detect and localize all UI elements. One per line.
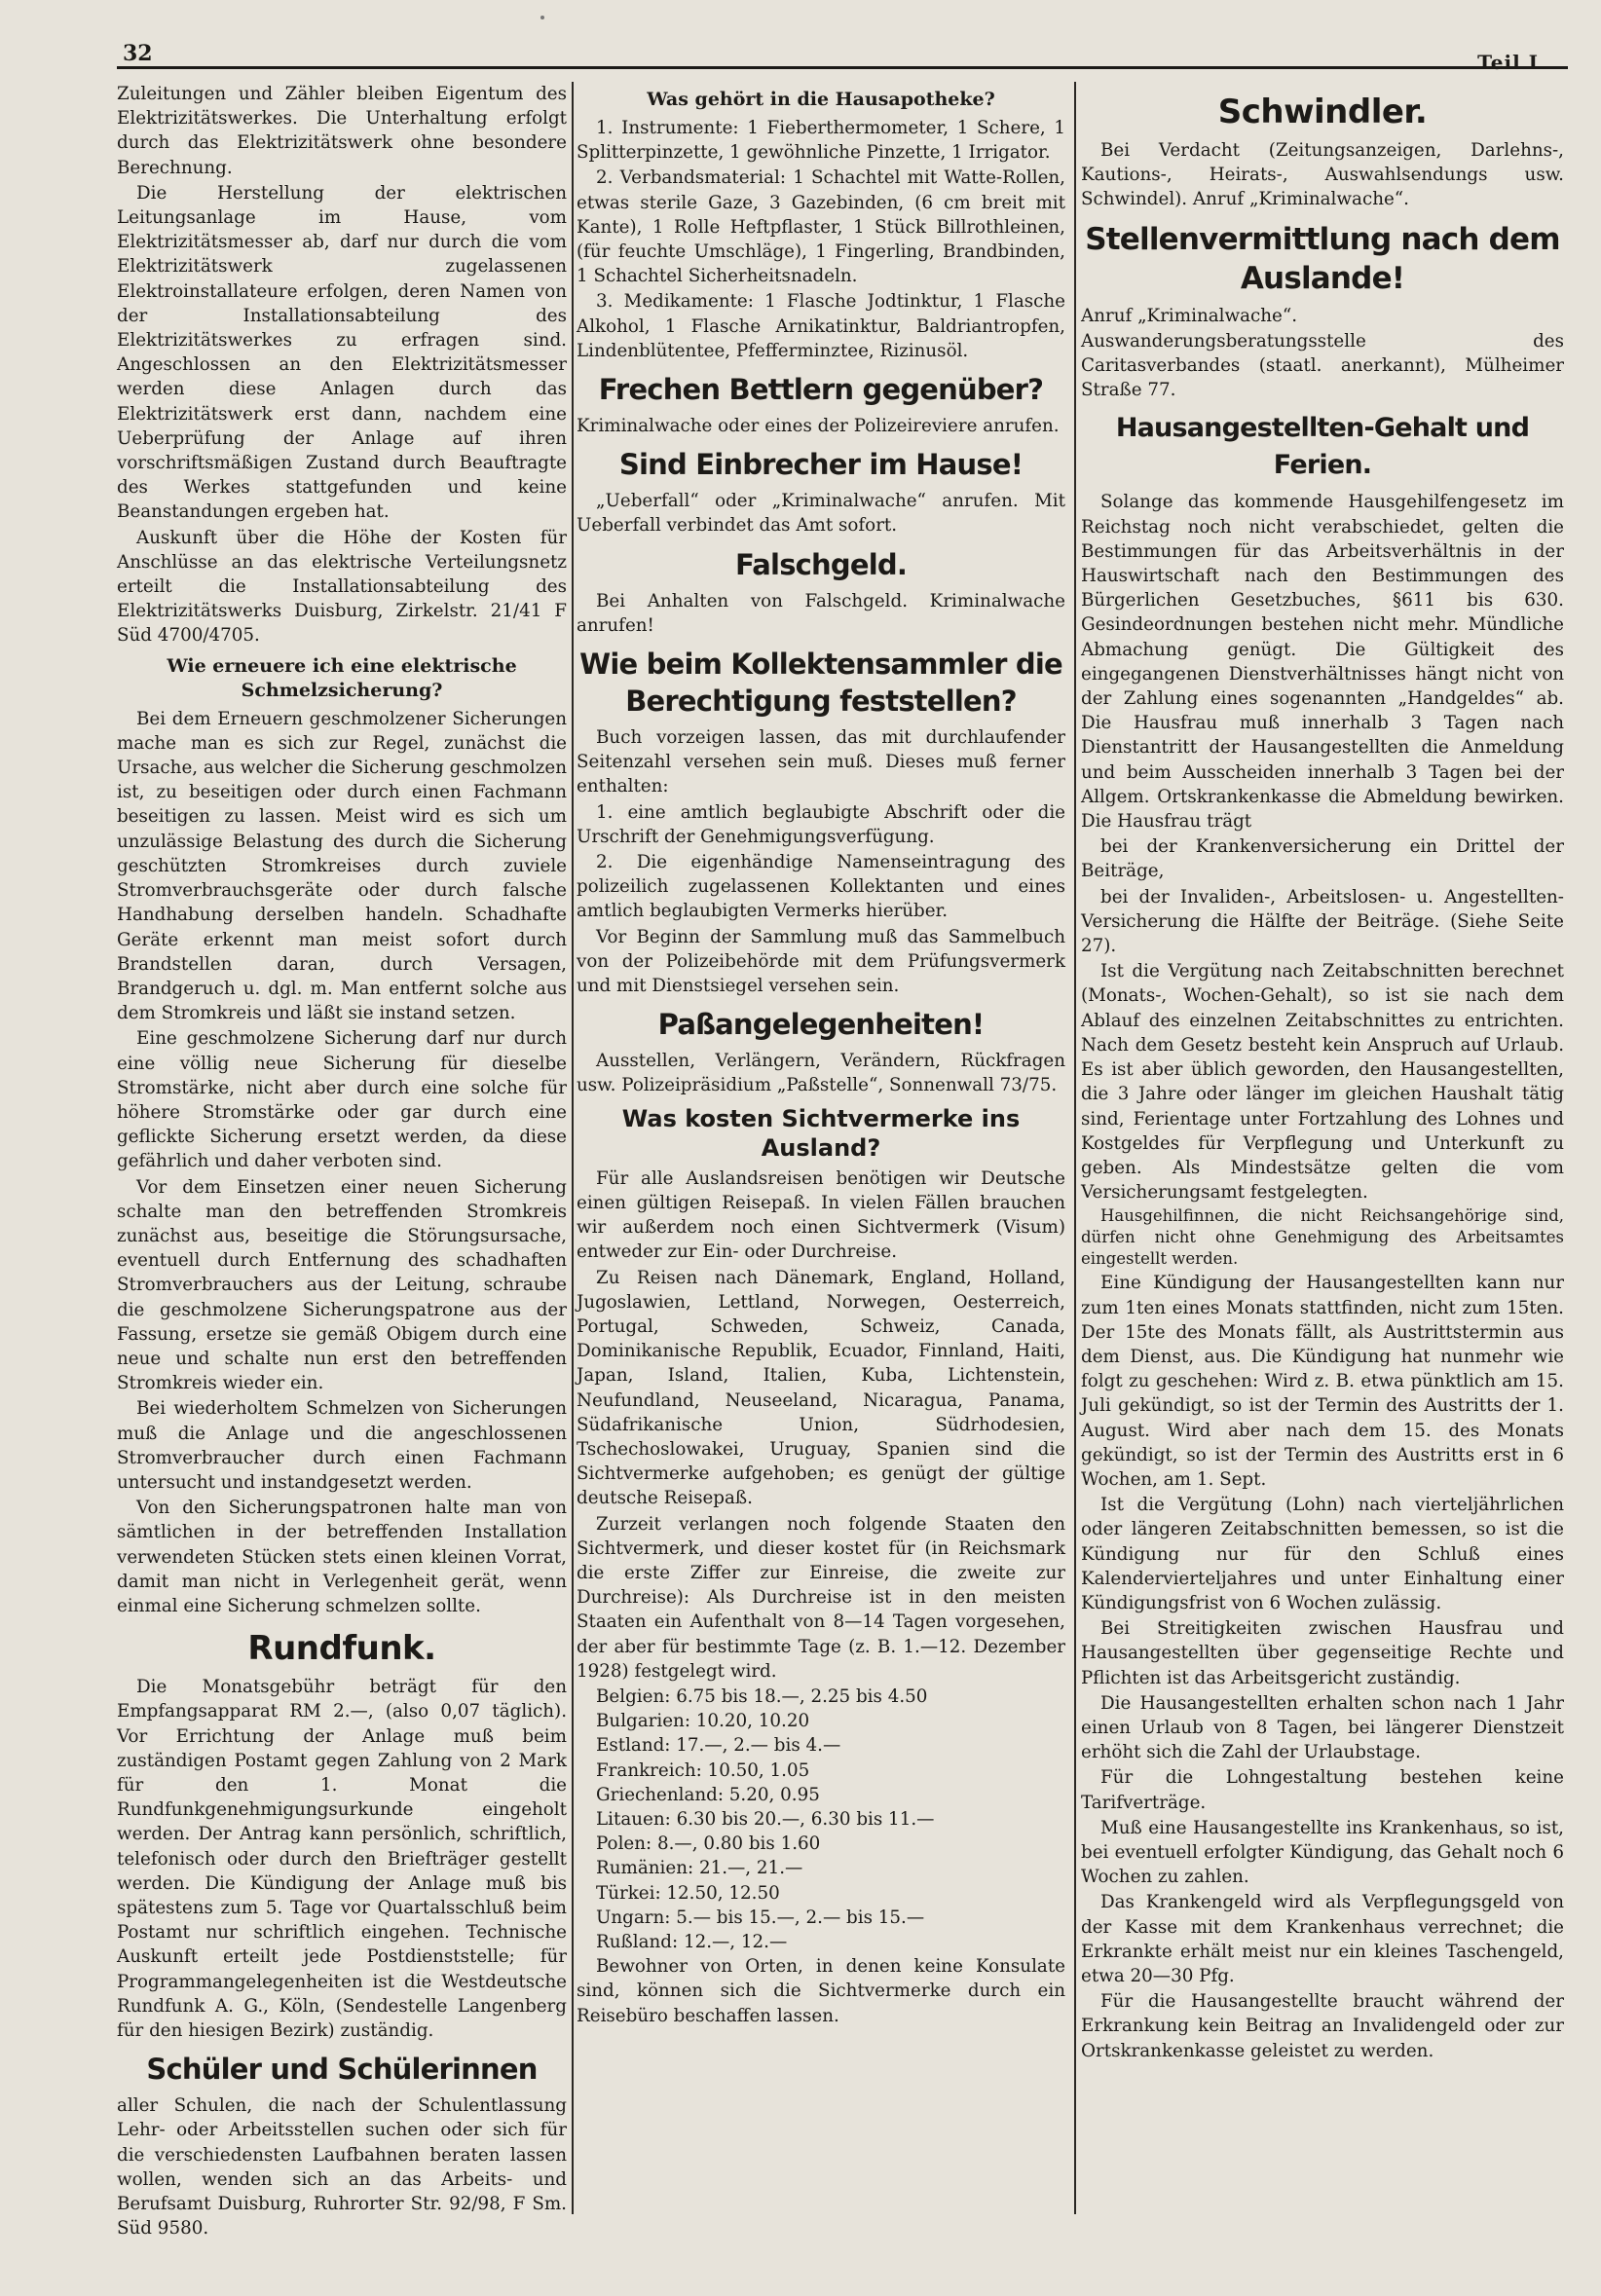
pharmacy-instruments: 1. Instrumente: 1 Fieberthermometer, 1 Schere, 1 Splitterpinzette, 1 gewöhnliche Pinzette, 1 Irrigator.: [577, 118, 1065, 164]
fuse-text-1: Bei dem Erneuern geschmolzener Sicherungen mache man es sich zur Regel, zunächst die Ursache, aus welcher die Sicherung geschmolzen ist, zu beseitigen oder durch einen Fachmann beseitigen zu lassen. Meist wird es sich um unzulässige Belastung des durch die Sicherung geschützten Stromkreises durch zuviele Stromverbrauchsgeräte oder durch falsche Handhabung derselben handeln. Schadhafte Geräte erkennt man meist sofort durch Brandstellen daran, durch Versagen, Brandgeruch u. dgl. m. Man entfernt solche aus dem Stromkreis und läßt sie instand setzen.: [117, 708, 567, 1024]
column-3: [1081, 82, 1564, 2224]
column-1: [117, 82, 567, 2240]
domestic-text-4: Ist die Vergütung nach Zeitabschnitten berechnet (Monats-, Wochen-Gehalt), so ist sie nach dem Ablauf des einzelnen Zeitabschnittes zu entrichten. Nach dem Gesetz besteht kein Anspruch auf Urlaub. Es ist aber üblich geworden, den Hausangestellten, die 3 Jahre oder länger im gleichen Haushalt tätig sind, Ferientage unter Fortzahlung des Lohnes und Kostgeldes für Verpflegung und Unterkunft zu geben. Als Mindestsätze gelten die vom Versicherungsamt festgelegten.: [1081, 961, 1564, 1204]
section-label: Teil I: [1477, 51, 1539, 74]
domestic-text-9: Für die Lohngestaltung bestehen keine Tarifverträge.: [1081, 1767, 1564, 1813]
collector-text-4: Vor Beginn der Sammlung muß das Sammelbuch von der Polizeibehörde mit dem Prüfungsvermerk und mit Dienstsiegel versehen sein.: [577, 926, 1065, 997]
swindler-text: Bei Verdacht (Zeitungsanzeigen, Darlehns-, Kautions-, Heirats-, Auswahlsendungs usw. Schwindel). Anruf „Kriminalwache“.: [1081, 140, 1564, 210]
domestic-workers-heading: Hausangestellten-Gehalt und Ferien.: [1115, 413, 1530, 481]
job-abroad-call: Anruf „Kriminalwache“.: [1081, 305, 1298, 326]
visa-text-1: Für alle Auslandsreisen benötigen wir Deutsche einen gültigen Reisepaß. In vielen Fällen brauchen wir außerdem noch einen Sichtvermerk (Visum) entweder zur Ein- oder Durchreise.: [577, 1167, 1065, 1263]
header-rule: [117, 66, 1568, 69]
pharmacy-heading: Was gehört in die Hausapotheke?: [647, 89, 995, 110]
fuse-text-4: Bei wiederholtem Schmelzen von Sicherungen muß die Anlage und die angeschlossenen Stromverbraucher durch einen Fachmann untersucht und instandgesetzt werden.: [117, 1398, 567, 1493]
visa-fee-item: Rumänien: 21.—, 21.—: [596, 1858, 803, 1879]
visa-fee-item: Ungarn: 5.— bis 15.—, 2.— bis 15.—: [596, 1907, 925, 1928]
burglars-heading: Sind Einbrecher im Hause!: [618, 448, 1024, 482]
pharmacy-medicines: 3. Medikamente: 1 Flasche Jodtinktur, 1 Flasche Alkohol, 1 Flasche Arnikatinktur, Baldriantropfen, Lindenblütentee, Pfefferminztee, Rizinusöl.: [577, 291, 1065, 361]
column-2: [577, 82, 1065, 2224]
collector-heading: Wie beim Kollektensammler die Berechtigung feststellen?: [579, 648, 1062, 719]
beggars-heading: Frechen Bettlern gegenüber?: [598, 373, 1044, 407]
domestic-text-7: Bei Streitigkeiten zwischen Hausfrau und Hausangestellten über gegenseitige Rechte und Pflichten ist das Arbeitsgericht zuständig.: [1081, 1618, 1564, 1688]
collector-text-2: 1. eine amtlich beglaubigte Abschrift oder die Urschrift der Genehmigungsverfügung.: [577, 801, 1065, 847]
column-divider-1: [572, 82, 574, 2214]
swindler-heading: Schwindler.: [1217, 93, 1428, 131]
visa-fee-item: Griechenland: 5.20, 0.95: [596, 1784, 820, 1805]
visa-text-4: Bewohner von Orten, in denen keine Konsulate sind, können sich die Sichtvermerke durch ein Reisebüro beschaffen lassen.: [577, 1956, 1065, 2026]
students-text: aller Schulen, die nach der Schulentlassung Lehr- oder Arbeitsstellen suchen oder sich für die verschiedensten Laufbahnen beraten lassen wollen, wenden sich an das Arbeits- und Berufsamt Duisburg, Ruhrorter Str. 92/98, F Sm. Süd 9580.: [117, 2095, 567, 2240]
visa-fee-item: Bulgarien: 10.20, 10.20: [596, 1711, 810, 1732]
column-divider-2: [1074, 82, 1076, 2214]
visa-heading: Was kosten Sichtvermerke ins Ausland?: [621, 1104, 1021, 1162]
collector-text-1: Buch vorzeigen lassen, das mit durchlaufender Seitenzahl versehen sein muß. Dieses muß ferner enthalten:: [577, 727, 1065, 797]
collector-text-3: 2. Die eigenhändige Namenseintragung des polizeilich zugelassenen Kollektanten und eines amtlich beglaubigten Vermerks hierüber.: [577, 852, 1065, 922]
installation-text: Die Herstellung der elektrischen Leitungsanlage im Hause, vom Elektrizitätsmesser ab, darf nur durch die vom Elektrizitätswerk zugelassenen Elektroinstallateure erfolgen, deren Namen von der Installationsabteilung des Elektrizitätswerkes zu erfragen sind. Angeschlossen an den Elektrizitätsmesser werden diese Anlagen durch das Elektrizitätswerk erst dann, nachdem eine Ueberprüfung der Anlage auf ihren vorschriftsmäßigen Zustand durch Beauftragte des Werkes stattgefunden und keine Beanstandungen ergeben hat.: [117, 182, 567, 523]
domestic-text-3: bei der Invaliden-, Arbeitslosen- u. Angestellten-Versicherung die Hälfte der Beiträge. (Siehe Seite 27).: [1081, 886, 1564, 957]
emigration-text: Auswanderungsberatungsstelle des Caritasverbandes (staatl. anerkannt), Mülheimer Straße 77.: [1081, 330, 1564, 401]
visa-fee-item: Litauen: 6.30 bis 20.—, 6.30 bis 11.—: [596, 1808, 935, 1830]
cost-info-text: Auskunft über die Höhe der Kosten für Anschlüsse an das elektrische Verteilungsnetz erteilt die Installationsabteilung des Elektrizitätswerks Duisburg, Zirkelstr. 21/41 F Süd 4700/4705.: [117, 527, 567, 647]
domestic-text-5: Eine Kündigung der Hausangestellten kann nur zum 1ten eines Monats stattfinden, nicht zum 15ten. Der 15te des Monats fällt, als Austrittstermin aus dem Dienst, aus. Die Kündigung hat nunmehr wie folgt zu geschehen: Wird z. B. etwa pünktlich am 15. Juli gekündigt, so ist der Termin des Austritts der 1. August. Wird aber nach dem 15. des Monats gekündigt, so ist der Termin des Austritts erst in 6 Wochen, am 1. Sept.: [1081, 1273, 1564, 1490]
page-number: 32: [123, 41, 153, 66]
passport-heading: Paßangelegenheiten!: [657, 1008, 985, 1042]
visa-fee-item: Belgien: 6.75 bis 18.—, 2.25 bis 4.50: [596, 1685, 928, 1707]
visa-text-2: Zu Reisen nach Dänemark, England, Holland, Jugoslawien, Lettland, Norwegen, Oesterreich, Portugal, Schweden, Schweiz, Canada, Dominikanische Republik, Ecuador, Finnland, Haiti, Japan, Island, Italien, Kuba, Lichtenstein, Neufundland, Neuseeland, Nicaragua, Panama, Südafrikanische Union, Südrhodesien, Tschechoslowakei, Uruguay, Spanien sind die Sichtvermerke aufgehoben; es genügt der gültige deutsche Reisepaß.: [577, 1267, 1065, 1509]
domestic-note: Hausgehilfinnen, die nicht Reichsangehörige sind, dürfen nicht ohne Genehmigung des Arbeitsamtes eingestellt werden.: [1081, 1206, 1564, 1269]
domestic-text-1: Solange das kommende Hausgehilfengesetz im Reichstag noch nicht verabschiedet, gelten die Bestimmungen für das Arbeitsverhältnis in der Hauswirtschaft nach den Bestimmungen des Bürgerlichen Gesetzbuches, §611 bis 630. Gesindeordnungen bestehen nicht mehr. Mündliche Abmachung genügt. Die Gültigkeit des eingegangenen Dienstverhältnisses hängt nicht von der Zahlung eines sogenannten „Handgeldes“ ab. Die Hausfrau muß innerhalb 3 Tagen nach Dienstantritt der Hausangestellten die Anmeldung und beim Ausscheiden innerhalb 3 Tagen bei der Allgem. Ortskrankenkasse die Abmeldung bewirken. Die Hausfrau trägt: [1081, 492, 1564, 833]
visa-fee-item: Rußland: 12.—, 12.—: [596, 1931, 788, 1952]
radio-heading: Rundfunk.: [247, 1629, 436, 1669]
students-heading: Schüler und Schülerinnen: [146, 2053, 538, 2087]
fuse-heading: Wie erneuere ich eine elektrische Schmelzsicherung?: [167, 654, 517, 701]
fuse-text-3: Vor dem Einsetzen einer neuen Sicherung schalte man den betreffenden Stromkreis zunächst aus, beseitige die Störungsursache, eventuell durch Entfernung des schadhaften Stromverbrauchers aus der Leitung, schraube die geschmolzene Sicherungspatrone aus der Fassung, ersetze sie gemäß Obigem durch eine neue und schalte nun erst den betreffenden Stromkreis wieder ein.: [117, 1176, 567, 1394]
domestic-text-6: Ist die Vergütung (Lohn) nach vierteljährlichen oder längeren Zeitabschnitten bemessen, so ist die Kündigung nur für den Schluß eines Kalendervierteljahres und unter Einhaltung einer Kündigungsfrist von 6 Wochen zulässig.: [1081, 1495, 1564, 1613]
pharmacy-bandages: 2. Verbandsmaterial: 1 Schachtel mit Watte-Rollen, etwas sterile Gaze, 3 Gazebinden, (6 cm breit mit Kante), 1 Rolle Heftpflaster, 1 Stück Billrothleinen, (für feuchte Umschläge), 1 Fingerling, Brandbinden, 1 Schachtel Sicherheitsnadeln.: [577, 167, 1065, 287]
visa-fee-item: Polen: 8.—, 0.80 bis 1.60: [596, 1833, 821, 1855]
print-speck: [540, 16, 544, 19]
passport-text: Ausstellen, Verlängern, Verändern, Rückfragen usw. Polizeipräsidium „Paßstelle“, Sonnenwall 73/75.: [577, 1051, 1065, 1096]
domestic-text-10: Muß eine Hausangestellte ins Krankenhaus, so ist, bei eventuell erfolgter Kündigung, das Gehalt noch 6 Wochen zu zahlen.: [1081, 1817, 1564, 1888]
radio-text: Die Monatsgebühr beträgt für den Empfangsapparat RM 2.—, (also 0,07 täglich). Vor Errichtung der Anlage muß beim zuständigen Postamt gegen Zahlung von 2 Mark für den 1. Monat die Rundfunkgenehmigungsurkunde eingeholt werden. Der Antrag kann persönlich, schriftlich, telefonisch oder durch den Briefträger gestellt werden. Die Kündigung der Anlage muß bis spätestens zum 5. Tage vor Quartalsschluß beim Postamt nur schriftlich eingehen. Technische Auskunft erteilt jede Postdienststelle; für Programmangelegenheiten ist die Westdeutsche Rundfunk A. G., Köln, (Sendestelle Langenberg für den hiesigen Bezirk) zuständig.: [117, 1677, 567, 2042]
domestic-text-2: bei der Krankenversicherung ein Drittel der Beiträge,: [1081, 836, 1564, 882]
domestic-text-11: Das Krankengeld wird als Verpflegungsgeld von der Kasse mit dem Krankenhaus verrechnet; die Erkrankte erhält meist nur ein kleines Taschengeld, etwa 20—30 Pfg.: [1081, 1892, 1564, 1986]
visa-fee-item: Türkei: 12.50, 12.50: [596, 1882, 780, 1904]
visa-fee-list: [596, 1685, 1065, 1954]
visa-fee-item: Estland: 17.—, 2.— bis 4.—: [596, 1735, 841, 1757]
domestic-text-12: Für die Hausangestellte braucht während der Erkrankung kein Beitrag an Invalidengeld oder zur Ortskrankenkasse geleistet zu werden.: [1081, 1991, 1564, 2061]
burglars-text: „Ueberfall“ oder „Kriminalwache“ anrufen. Mit Ueberfall verbindet das Amt sofort.: [577, 491, 1065, 537]
visa-text-3: Zurzeit verlangen noch folgende Staaten den Sichtvermerk, und dieser kostet für (in Reichsmark die erste Ziffer zur Einreise, die zweite zur Durchreise): Als Durchreise ist in den meisten Staaten ein Aufenthalt von 8—14 Tagen vorgesehen, der aber für bestimmte Tage (z. B. 1.—12. Dezember 1928) festgelegt wird.: [577, 1513, 1065, 1682]
beggars-text: Kriminalwache oder eines der Polizeireviere anrufen.: [577, 416, 1060, 437]
job-abroad-heading: Stellenvermittlung nach dem Auslande!: [1085, 221, 1560, 296]
electricity-ownership-text: Zuleitungen und Zähler bleiben Eigentum des Elektrizitätswerkes. Die Unterhaltung erfolgt durch das Elektrizitätswerk ohne besondere Berechnung.: [117, 84, 567, 178]
visa-fee-item: Frankreich: 10.50, 1.05: [596, 1759, 810, 1781]
fuse-text-5: Von den Sicherungspatronen halte man von sämtlichen in der betreffenden Installation verwendeten Stücken stets einen kleinen Vorrat, damit man nicht in Verlegenheit gerät, wenn einmal eine Sicherung schmelzen sollte.: [117, 1498, 567, 1616]
domestic-text-8: Die Hausangestellten erhalten schon nach 1 Jahr einen Urlaub von 8 Tagen, bei längerer Dienstzeit erhöht sich die Zahl der Urlaubstage.: [1081, 1692, 1564, 1763]
counterfeit-text: Bei Anhalten von Falschgeld. Kriminalwache anrufen!: [577, 590, 1065, 636]
counterfeit-heading: Falschgeld.: [734, 547, 908, 581]
page-header: [117, 37, 1568, 76]
fuse-text-2: Eine geschmolzene Sicherung darf nur durch eine völlig neue Sicherung für dieselbe Stromstärke, nicht aber durch eine solche für höhere Stromstärke oder gar durch eine geflickte Sicherung ersetzt werden, da diese gefährlich und daher verboten sind.: [117, 1028, 567, 1172]
